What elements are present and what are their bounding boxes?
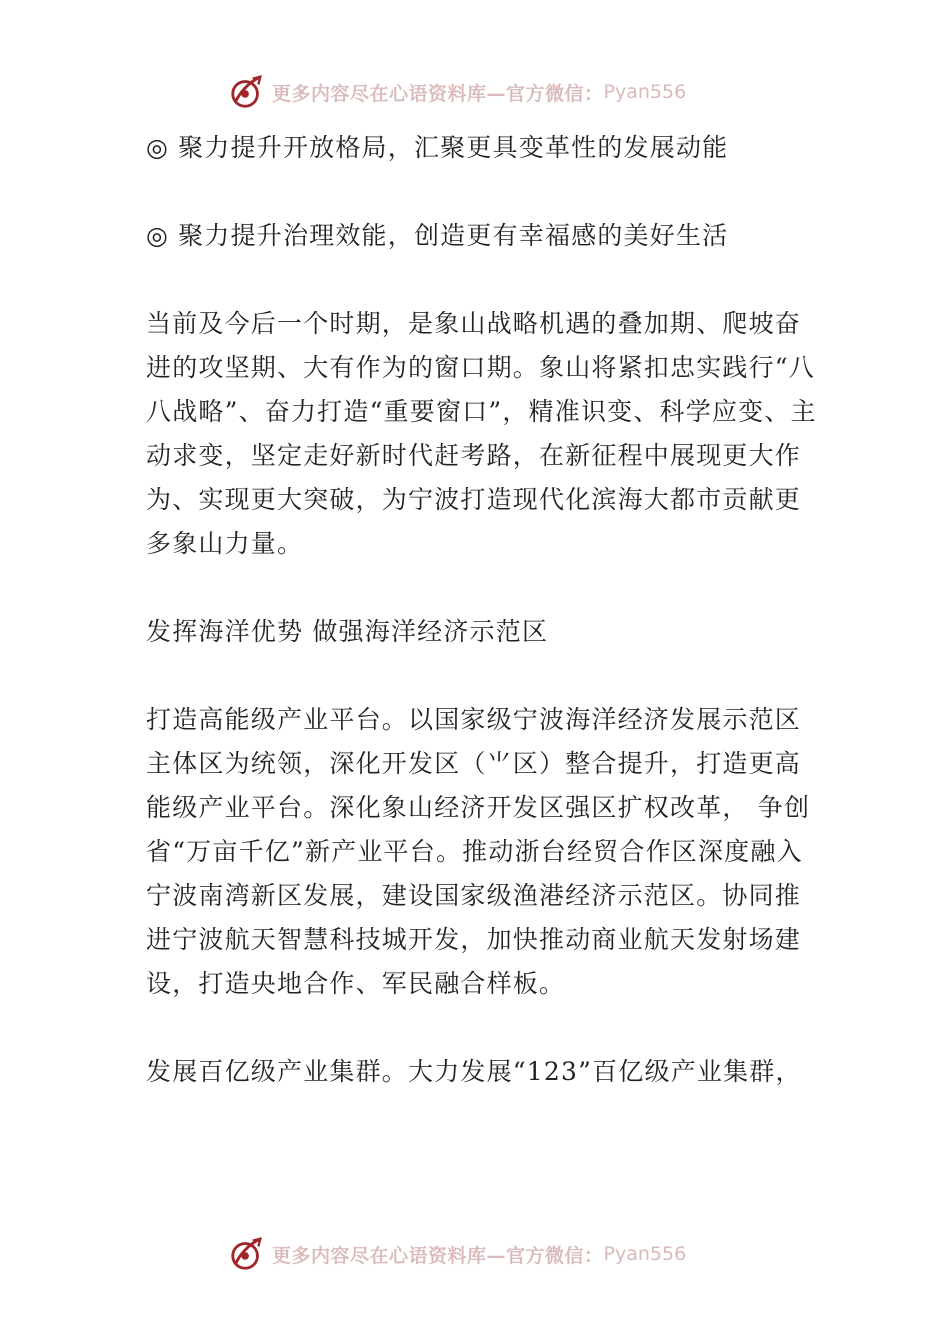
logo-icon [228, 73, 266, 111]
document-body [146, 126, 826, 1094]
watermark-wechat-id: Pyan556 [603, 1243, 687, 1265]
bullet-paragraph: ◎ 聚力提升开放格局，汇聚更具变革性的发展动能 [146, 133, 729, 162]
logo-icon [228, 1235, 266, 1273]
watermark-text: 更多内容尽在心语资料库—官方微信： [272, 1244, 604, 1267]
watermark-header [228, 72, 748, 112]
body-paragraph: 当前及今后一个时期，是象山战略机遇的叠加期、爬坡奋进的攻坚期、大有作为的窗口期。象山将紧扣忠实践行“八八战略”、奋力打造“重要窗口”，精准识变、科学应变、主动求变，坚定走好新时代赶考路，在新征程中展现更大作为、实现更大突破，为宁波打造现代化滨海大都市贡献更多象山力量。 [146, 309, 817, 558]
watermark-text: 更多内容尽在心语资料库—官方微信： [272, 82, 604, 105]
body-paragraph: 打造高能级产业平台。以国家级宁波海洋经济发展示范区主体区为统领，深化开发区（⺌区）整合提升，打造更高能级产业平台。深化象山经济开发区强区扩权改革， 争创省“万亩千亿”新产业平台。推动浙台经贸合作区深度融入宁波南湾新区发展，建设国家级渔港经济示范区。协同推进宁波航天智慧科技城开发，加快推动商业航天发射场建设，打造央地合作、军民融合样板。 [146, 705, 811, 998]
bullet-paragraph: ◎ 聚力提升治理效能，创造更有幸福感的美好生活 [146, 221, 729, 250]
watermark-wechat-id: Pyan556 [603, 81, 687, 103]
watermark-footer [228, 1234, 748, 1274]
body-paragraph: 发展百亿级产业集群。大力发展“123”百亿级产业集群， [146, 1057, 802, 1086]
section-heading: 发挥海洋优势 做强海洋经济示范区 [146, 617, 549, 646]
